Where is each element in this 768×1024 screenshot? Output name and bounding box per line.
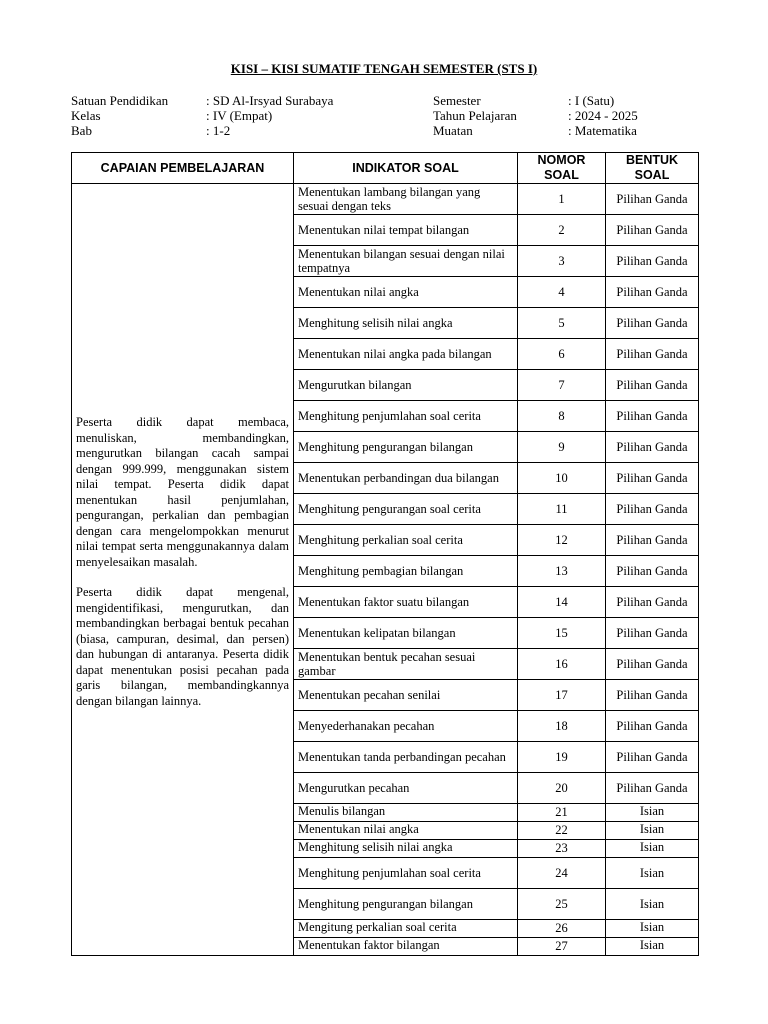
- nomor-cell: 5: [518, 308, 606, 339]
- indikator-cell: Menentukan pecahan senilai: [294, 680, 518, 711]
- indikator-cell: Mengitung perkalian soal cerita: [294, 920, 518, 938]
- bentuk-cell: Pilihan Ganda: [606, 618, 699, 649]
- bentuk-cell: Pilihan Ganda: [606, 742, 699, 773]
- bentuk-cell: Pilihan Ganda: [606, 277, 699, 308]
- indikator-cell: Menghitung pengurangan bilangan: [294, 432, 518, 463]
- indikator-cell: Menentukan perbandingan dua bilangan: [294, 463, 518, 494]
- kisi-table: [71, 152, 699, 956]
- indikator-cell: Menentukan nilai tempat bilangan: [294, 215, 518, 246]
- indikator-cell: Menentukan faktor suatu bilangan: [294, 587, 518, 618]
- indikator-cell: Menentukan nilai angka: [294, 277, 518, 308]
- nomor-cell: 17: [518, 680, 606, 711]
- meta-value: : I (Satu): [568, 93, 615, 108]
- nomor-cell: 14: [518, 587, 606, 618]
- nomor-cell: 19: [518, 742, 606, 773]
- indikator-cell: Menghitung penjumlahan soal cerita: [294, 858, 518, 889]
- bentuk-cell: Pilihan Ganda: [606, 184, 699, 215]
- nomor-cell: 10: [518, 463, 606, 494]
- nomor-cell: 20: [518, 773, 606, 804]
- nomor-cell: 21: [518, 804, 606, 822]
- bentuk-cell: Isian: [606, 889, 699, 920]
- bentuk-cell: Pilihan Ganda: [606, 339, 699, 370]
- indikator-cell: Menghitung penjumlahan soal cerita: [294, 401, 518, 432]
- meta-value: : 1-2: [206, 123, 231, 138]
- bentuk-cell: Pilihan Ganda: [606, 556, 699, 587]
- capaian-cell: [72, 184, 294, 956]
- indikator-cell: Menulis bilangan: [294, 804, 518, 822]
- table-header-row: [72, 153, 699, 184]
- bentuk-cell: Pilihan Ganda: [606, 680, 699, 711]
- meta-row: [71, 123, 711, 138]
- meta-label: Muatan: [433, 123, 473, 138]
- meta-label: Satuan Pendidikan: [71, 93, 169, 108]
- nomor-cell: 18: [518, 711, 606, 742]
- indikator-cell: Menghitung perkalian soal cerita: [294, 525, 518, 556]
- bentuk-cell: Pilihan Ganda: [606, 711, 699, 742]
- nomor-cell: 13: [518, 556, 606, 587]
- nomor-cell: 3: [518, 246, 606, 277]
- nomor-cell: 12: [518, 525, 606, 556]
- header-capaian: CAPAIAN PEMBELAJARAN: [72, 153, 294, 184]
- capaian-paragraph: Peserta didik dapat mengenal, mengidentifikasi, mengurutkan, dan membandingkan berbagai bentuk pecahan (biasa, campuran, desimal, dan persen) dan hubungan di antaranya. Peserta didik dapat menentukan posisi pecahan pada garis bilangan, membandingkannya dengan bilangan lainnya.: [76, 585, 289, 708]
- meta-value: : Matematika: [568, 123, 637, 138]
- indikator-cell: Menghitung pembagian bilangan: [294, 556, 518, 587]
- indikator-cell: Menyederhanakan pecahan: [294, 711, 518, 742]
- nomor-cell: 15: [518, 618, 606, 649]
- indikator-cell: Menentukan tanda perbandingan pecahan: [294, 742, 518, 773]
- meta-label: Bab: [71, 123, 92, 138]
- meta-value: : SD Al-Irsyad Surabaya: [206, 93, 334, 108]
- indikator-cell: Menghitung pengurangan bilangan: [294, 889, 518, 920]
- nomor-cell: 24: [518, 858, 606, 889]
- bentuk-cell: Pilihan Ganda: [606, 649, 699, 680]
- nomor-cell: 23: [518, 840, 606, 858]
- bentuk-cell: Isian: [606, 938, 699, 956]
- indikator-cell: Menghitung pengurangan soal cerita: [294, 494, 518, 525]
- nomor-cell: 6: [518, 339, 606, 370]
- meta-label: Tahun Pelajaran: [433, 108, 517, 123]
- bentuk-cell: Pilihan Ganda: [606, 494, 699, 525]
- indikator-cell: Mengurutkan bilangan: [294, 370, 518, 401]
- meta-row: [71, 108, 711, 123]
- nomor-cell: 4: [518, 277, 606, 308]
- nomor-cell: 1: [518, 184, 606, 215]
- bentuk-cell: Pilihan Ganda: [606, 401, 699, 432]
- indikator-cell: Mengurutkan pecahan: [294, 773, 518, 804]
- bentuk-cell: Pilihan Ganda: [606, 432, 699, 463]
- bentuk-cell: Pilihan Ganda: [606, 246, 699, 277]
- header-nomor: NOMOR SOAL: [518, 153, 606, 184]
- indikator-cell: Menentukan nilai angka pada bilangan: [294, 339, 518, 370]
- document-metadata: [71, 93, 711, 138]
- bentuk-cell: Isian: [606, 840, 699, 858]
- indikator-cell: Menghitung selisih nilai angka: [294, 308, 518, 339]
- meta-value: : IV (Empat): [206, 108, 273, 123]
- indikator-cell: Menentukan bilangan sesuai dengan nilai tempatnya: [294, 246, 518, 277]
- header-bentuk: BENTUK SOAL: [606, 153, 699, 184]
- nomor-cell: 2: [518, 215, 606, 246]
- bentuk-cell: Pilihan Ganda: [606, 463, 699, 494]
- meta-row: [71, 93, 711, 108]
- bentuk-cell: Isian: [606, 804, 699, 822]
- meta-value: : 2024 - 2025: [568, 108, 638, 123]
- nomor-cell: 8: [518, 401, 606, 432]
- nomor-cell: 26: [518, 920, 606, 938]
- indikator-cell: Menghitung selisih nilai angka: [294, 840, 518, 858]
- bentuk-cell: Pilihan Ganda: [606, 773, 699, 804]
- nomor-cell: 25: [518, 889, 606, 920]
- bentuk-cell: Isian: [606, 822, 699, 840]
- bentuk-cell: Isian: [606, 858, 699, 889]
- indikator-cell: Menentukan bentuk pecahan sesuai gambar: [294, 649, 518, 680]
- header-indikator: INDIKATOR SOAL: [294, 153, 518, 184]
- nomor-cell: 7: [518, 370, 606, 401]
- nomor-cell: 11: [518, 494, 606, 525]
- meta-label: Semester: [433, 93, 481, 108]
- bentuk-cell: Pilihan Ganda: [606, 525, 699, 556]
- capaian-paragraph: Peserta didik dapat membaca, menuliskan, membandingkan, mengurutkan bilangan cacah sampai dengan 999.999, menggunakan sistem nilai tempat. Peserta didik dapat menentukan hasil penjumlahan, pengurangan, perkalian dan pembagian dengan cara mengelompokkan menurut nilai tempat serta menggunakannya dalam menyelesaikan masalah.: [76, 415, 289, 569]
- indikator-cell: Menentukan nilai angka: [294, 822, 518, 840]
- nomor-cell: 22: [518, 822, 606, 840]
- bentuk-cell: Pilihan Ganda: [606, 215, 699, 246]
- table-row: [72, 184, 699, 215]
- bentuk-cell: Isian: [606, 920, 699, 938]
- bentuk-cell: Pilihan Ganda: [606, 308, 699, 339]
- meta-label: Kelas: [71, 108, 101, 123]
- nomor-cell: 16: [518, 649, 606, 680]
- document-title: KISI – KISI SUMATIF TENGAH SEMESTER (STS I): [230, 61, 538, 76]
- indikator-cell: Menentukan lambang bilangan yang sesuai dengan teks: [294, 184, 518, 215]
- indikator-cell: Menentukan faktor bilangan: [294, 938, 518, 956]
- nomor-cell: 9: [518, 432, 606, 463]
- indikator-cell: Menentukan kelipatan bilangan: [294, 618, 518, 649]
- bentuk-cell: Pilihan Ganda: [606, 587, 699, 618]
- bentuk-cell: Pilihan Ganda: [606, 370, 699, 401]
- nomor-cell: 27: [518, 938, 606, 956]
